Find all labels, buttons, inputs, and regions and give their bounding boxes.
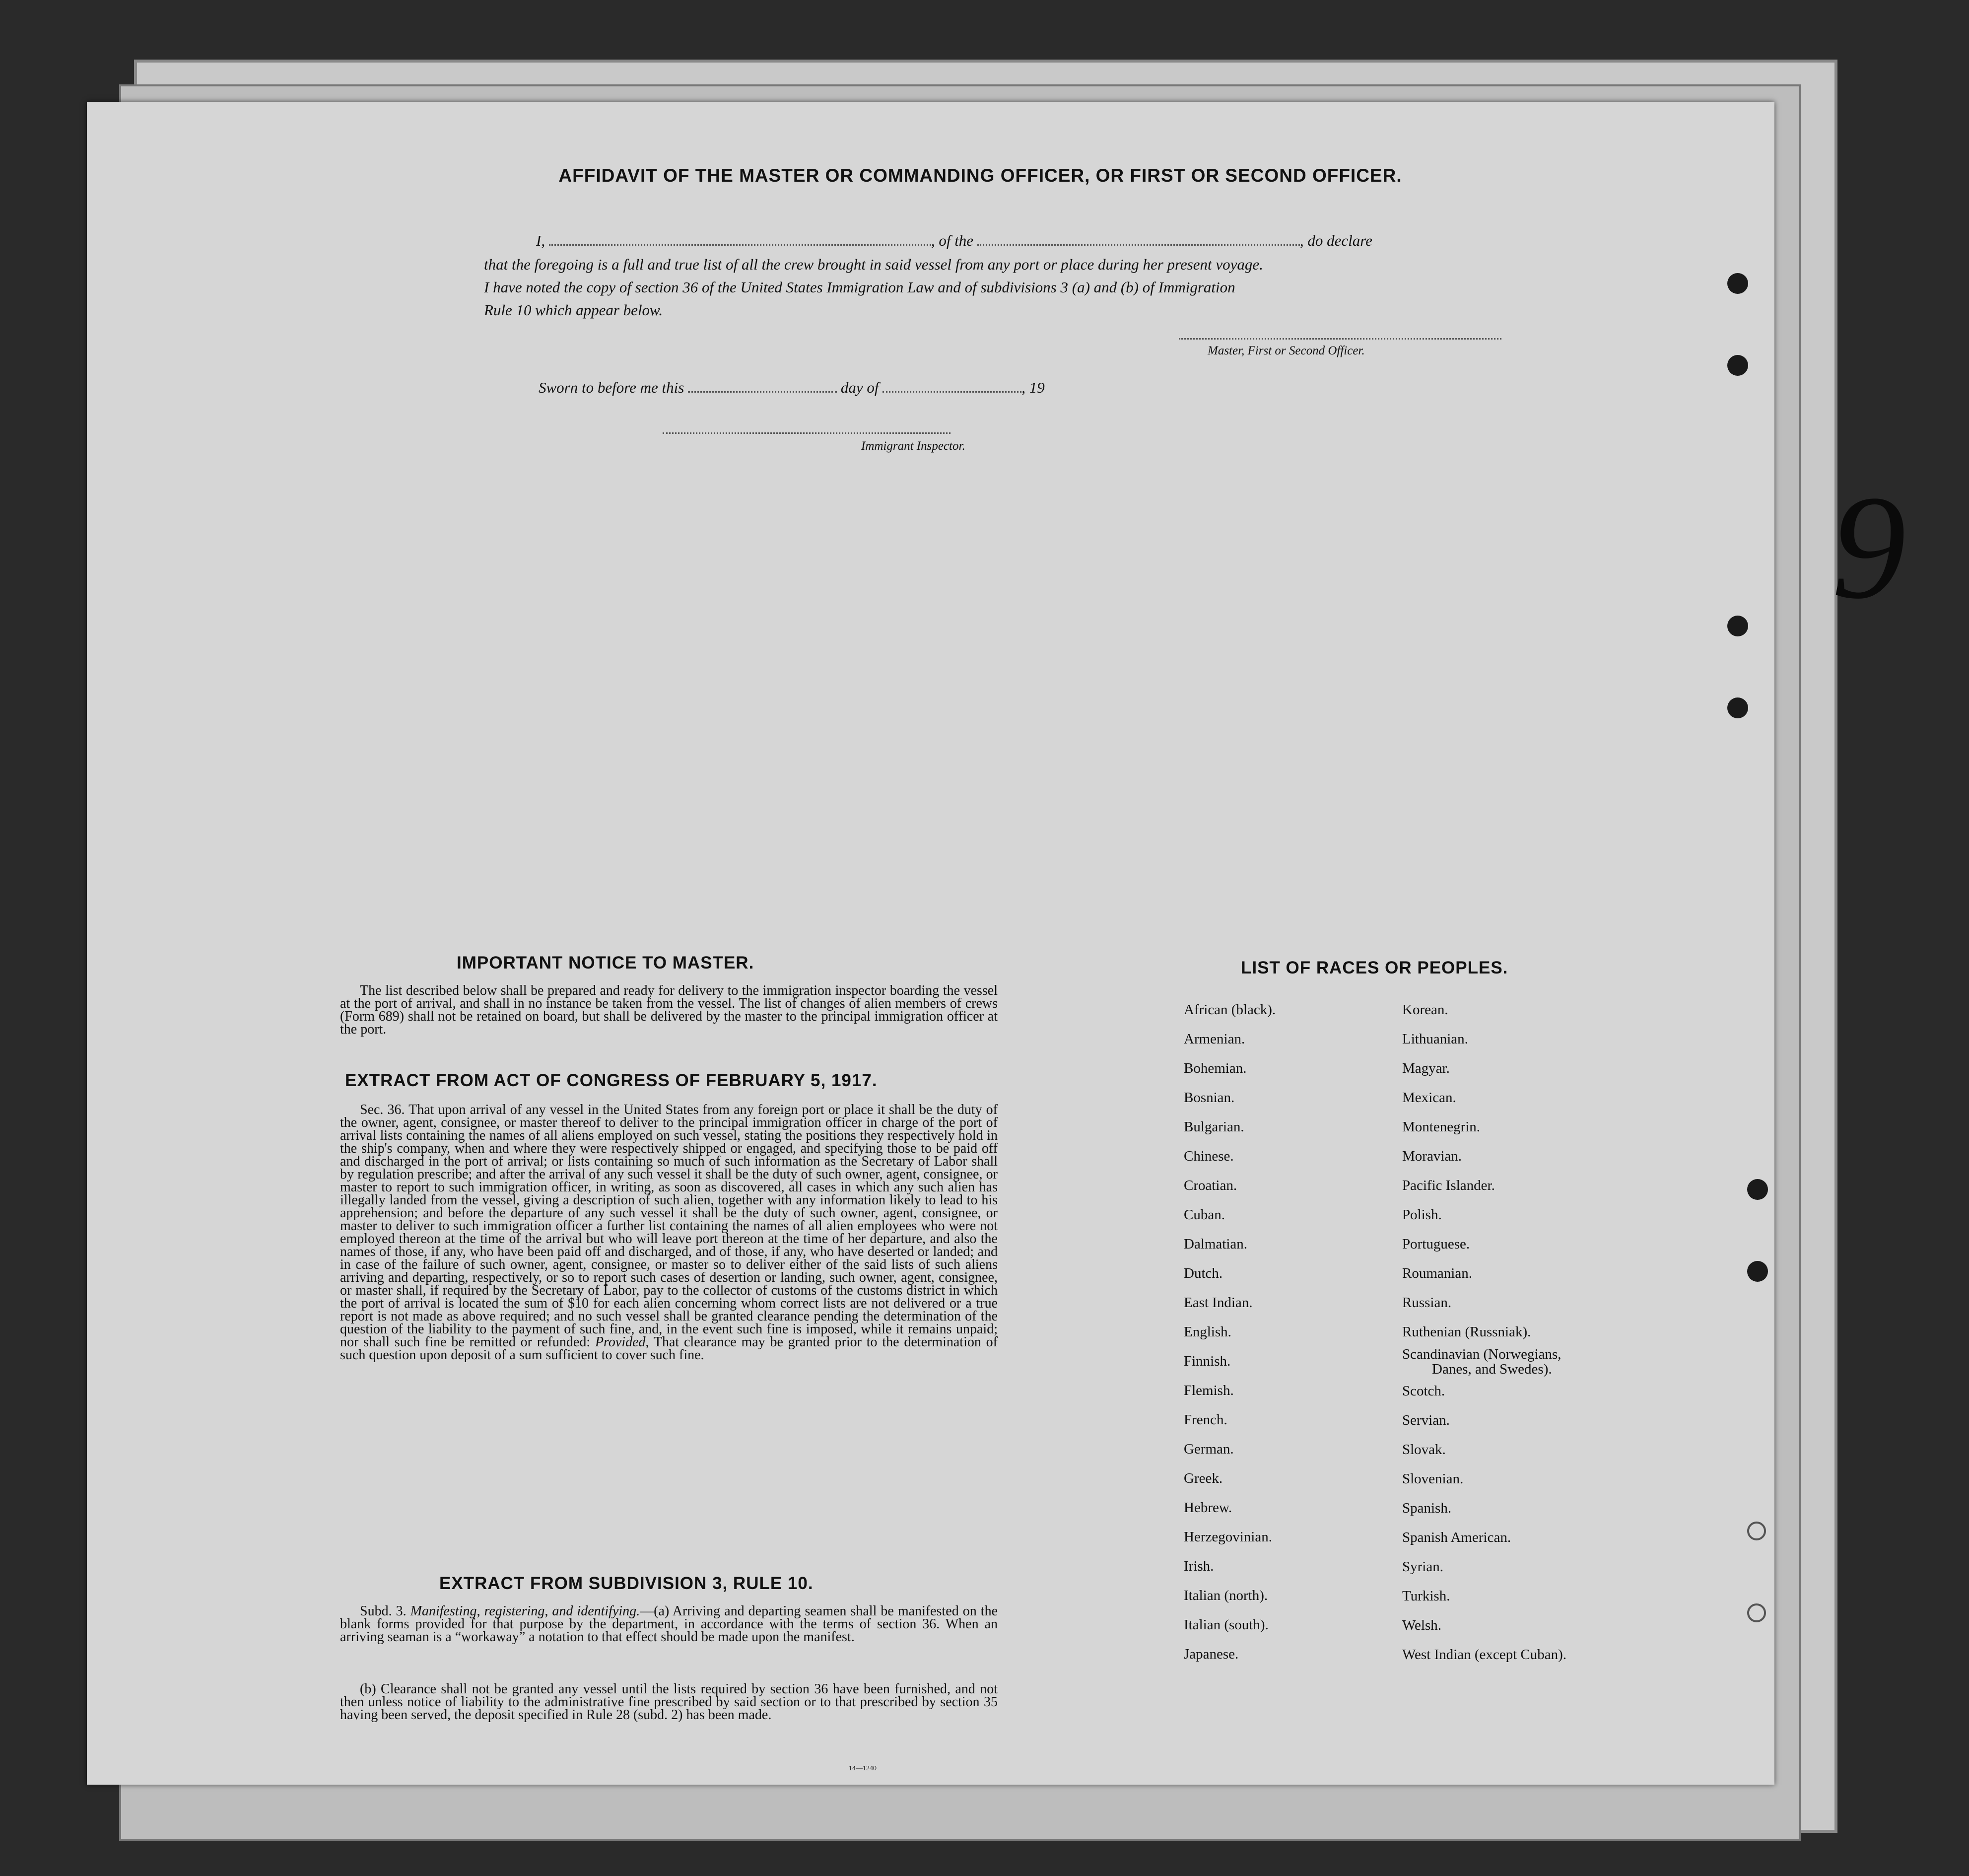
race-item: Danes, and Swedes). [1432, 1361, 1552, 1377]
notice-body: The list described below shall be prepared and ready for delivery to the immigration inspector boarding the vessel at the port of arrival, and shall in no instance be taken from the vessel. The list of changes of alien members of crews (Form 689) shall not be retained on board, but shall be delivered by the master to the principal immigration officer at the port. [340, 983, 998, 1037]
sworn-text-a: Sworn to before me this [539, 379, 684, 396]
race-item: Pacific Islander. [1402, 1178, 1495, 1193]
rule-extract-para-a [340, 1605, 998, 1644]
race-item: Scotch. [1402, 1383, 1445, 1399]
affidavit-line-4: Rule 10 which appear below. [484, 301, 663, 319]
affidavit-title: AFFIDAVIT OF THE MASTER OR COMMANDING OFFICER, OR FIRST OR SECOND OFFICER. [558, 165, 1402, 186]
race-item: Herzegovinian. [1184, 1529, 1272, 1545]
punch-hole [1747, 1603, 1766, 1622]
race-item: Armenian. [1184, 1031, 1245, 1047]
race-item: Italian (south). [1184, 1617, 1269, 1633]
form-code: 14—1240 [849, 1765, 877, 1772]
race-item: Cuban. [1184, 1207, 1225, 1223]
punch-hole [1727, 273, 1748, 294]
rule-extract-title: EXTRACT FROM SUBDIVISION 3, RULE 10. [439, 1574, 814, 1593]
race-item: Montenegrin. [1402, 1119, 1481, 1135]
race-item: East Indian. [1184, 1295, 1253, 1311]
race-item: Hebrew. [1184, 1500, 1232, 1516]
affidavit-line-2: that the foregoing is a full and true list of all the crew brought in said vessel from any port or place during her present voyage. [484, 256, 1263, 273]
act-extract-body [340, 1104, 998, 1362]
punch-hole [1747, 1179, 1768, 1200]
race-item: Greek. [1184, 1470, 1223, 1486]
races-title: LIST OF RACES OR PEOPLES. [1241, 958, 1508, 977]
subdivision-label: Subd. 3. [360, 1603, 407, 1619]
punch-hole [1727, 355, 1748, 376]
master-signature-blank[interactable] [1179, 335, 1501, 340]
race-item: Bosnian. [1184, 1090, 1235, 1106]
affidavit-declaration-line [536, 232, 1372, 250]
notice-title: IMPORTANT NOTICE TO MASTER. [457, 953, 754, 973]
punch-hole [1727, 616, 1748, 636]
race-item: Bulgarian. [1184, 1119, 1244, 1135]
race-item: English. [1184, 1324, 1231, 1340]
race-item: Slovenian. [1402, 1471, 1464, 1487]
section-36-text: Sec. 36. That upon arrival of any vessel in the United States from any foreign port or place it shall be the duty of the owner, agent, consignee, or master thereof to deliver to the principal immigration officer in charge of the port of arrival lists containing the names of all aliens employed on such vessel, stating the positions they respectively hold in the ship's company, when and where they were respectively shipped or engaged, and specifying those to be paid off and discharged in the port of arrival; or lists containing so much of such information as the Secretary of Labor shall by regulation prescribe; and after the arrival of any such vessel it shall be the duty of such owner, agent, consignee, or master to report to such immigration officer, in writing, as soon as discovered, all cases in which any such alien has illegally landed from the vessel, giving a description of such alien, together with any information likely to lead to his apprehension; and before the departure of any such vessel it shall be the duty of such owner, agent, consignee, or master to deliver to such immigration officer a further list containing the names of all alien employees who were not employed thereon at the time of the arrival but who will leave port thereon at the time of her departure, and also the names of those, if any, who have been paid off and discharged, and of those, if any, who have deserted or landed; and in case of the failure of such owner, agent, consignee, or master so to deliver either of the said lists of such aliens arriving and departing, respectively, or so to report such cases of desertion or landing, such owner, agent, consignee, or master shall, if required by the Secretary of Labor, pay to the collector of customs of the customs district in which the port of arrival is located the sum of $10 for each alien concerning whom correct lists are not delivered or a true report is not made as above required; and no such vessel shall be granted clearance pending the determination of the question of the liability to the payment of such fine, and, in the event such fine is imposed, while it remains unpaid; nor shall such fine be remitted or refunded: [340, 1102, 998, 1350]
race-item: Welsh. [1402, 1617, 1442, 1633]
race-item: African (black). [1184, 1002, 1276, 1018]
race-item: Irish. [1184, 1558, 1214, 1574]
race-item: Flemish. [1184, 1383, 1234, 1398]
races-column-1 [1184, 995, 1276, 1669]
rule-extract-para-b: (b) Clearance shall not be granted any vessel until the lists required by section 36 have been furnished, and not then unless notice of liability to the administrative fine prescribed by said section or to that prescribed by section 35 having been served, the deposit specified in Rule 28 (subd. 2) has been made. [340, 1681, 998, 1723]
affidavit-of-the: , of the [931, 232, 974, 249]
race-item: Roumanian. [1402, 1265, 1472, 1281]
race-item: Korean. [1402, 1002, 1448, 1018]
race-item: Russian. [1402, 1295, 1452, 1311]
sworn-text-b: day of [840, 379, 879, 396]
race-item: Ruthenian (Russniak). [1402, 1324, 1531, 1340]
race-item: Magyar. [1402, 1060, 1450, 1076]
race-item: Lithuanian. [1402, 1031, 1468, 1047]
sworn-month-blank[interactable] [883, 388, 1021, 393]
affidavit-i: I, [536, 232, 545, 249]
inspector-signature-blank[interactable] [663, 429, 951, 434]
handwritten-page-mark: 9 [1832, 465, 1906, 629]
race-item: Slovak. [1402, 1442, 1446, 1458]
sworn-text-c: , 19 [1021, 379, 1045, 396]
subdivision-a-text: —(a) Arriving and departing seamen shall be manifested on the blank forms provided for that purpose by the department, in accordance with the terms of section 36. When an arriving seaman is a “workaway” a notation to that effect should be made upon the manifest. [340, 1603, 998, 1645]
race-item: Turkish. [1402, 1588, 1450, 1604]
race-item: West Indian (except Cuban). [1402, 1647, 1567, 1663]
race-item: Spanish American. [1402, 1529, 1511, 1545]
race-item: Japanese. [1184, 1646, 1239, 1662]
sworn-day-blank[interactable] [688, 388, 837, 393]
affidavit-line-3: I have noted the copy of section 36 of the United States Immigration Law and of subdivisions 3 (a) and (b) of Immigration [484, 278, 1235, 296]
race-item: Mexican. [1402, 1090, 1456, 1106]
race-item: French. [1184, 1412, 1227, 1428]
race-item: Spanish. [1402, 1500, 1452, 1516]
master-caption: Master, First or Second Officer. [1208, 344, 1365, 357]
act-extract-title: EXTRACT FROM ACT OF CONGRESS OF FEBRUARY 5, 1917. [345, 1071, 878, 1090]
race-item: Croatian. [1184, 1178, 1237, 1193]
section-36-end: That clearance may be granted prior to the determination of such question upon deposit of a sum sufficient to cover such fine. [340, 1334, 998, 1363]
race-item: Syrian. [1402, 1559, 1443, 1575]
sworn-line [539, 379, 1045, 397]
race-item: Italian (north). [1184, 1588, 1268, 1603]
inspector-caption: Immigrant Inspector. [861, 439, 965, 453]
race-item: Bohemian. [1184, 1060, 1247, 1076]
provided-term: Provided, [595, 1334, 649, 1350]
vessel-name-blank[interactable] [977, 241, 1300, 246]
manifest-page [87, 102, 1774, 1785]
race-item: Portuguese. [1402, 1236, 1470, 1252]
punch-hole [1747, 1261, 1768, 1282]
race-item: Dutch. [1184, 1265, 1223, 1281]
race-item: Chinese. [1184, 1148, 1234, 1164]
officer-name-blank[interactable] [549, 241, 931, 246]
race-item: Finnish. [1184, 1353, 1231, 1369]
punch-hole [1747, 1522, 1766, 1540]
race-item: Dalmatian. [1184, 1236, 1248, 1252]
affidavit-declare: , do declare [1299, 232, 1372, 249]
race-item: German. [1184, 1441, 1234, 1457]
race-item: Polish. [1402, 1207, 1442, 1223]
subdivision-heading: Manifesting, registering, and identifying. [410, 1603, 640, 1619]
race-item: Moravian. [1402, 1148, 1462, 1164]
race-item: Scandinavian (Norwegians, [1402, 1346, 1562, 1362]
race-item: Servian. [1402, 1412, 1450, 1428]
punch-hole [1727, 697, 1748, 718]
races-column-2 [1402, 995, 1566, 1669]
